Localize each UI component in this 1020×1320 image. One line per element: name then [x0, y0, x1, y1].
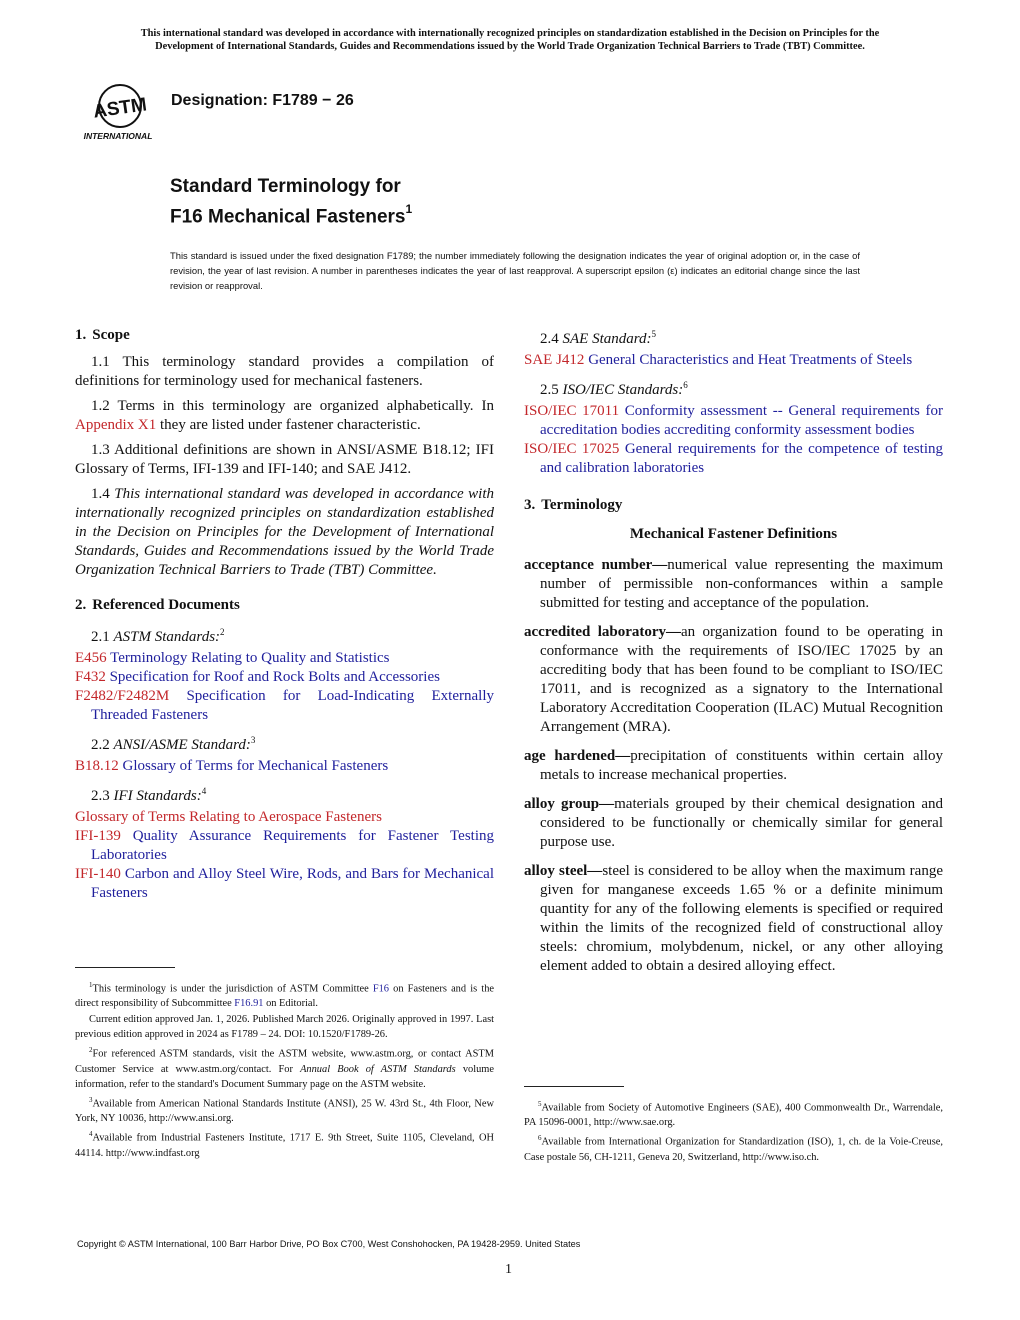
ansi-reference-list	[75, 757, 494, 776]
iso-reference[interactable]	[524, 440, 943, 478]
sae-standard-label: 2.4 SAE Standard:$^5$	[540, 329, 657, 347]
definition-term: age hardened—	[524, 748, 631, 764]
astm-logo	[77, 80, 159, 144]
right-column	[524, 325, 943, 986]
astm-reference[interactable]	[75, 668, 494, 687]
logo-subtext: INTERNATIONAL	[83, 131, 153, 141]
page-number: 1	[505, 1262, 512, 1277]
reference-code[interactable]: ISO/IEC 17011	[524, 403, 620, 419]
footnotes-left	[75, 978, 494, 1162]
section-refdocs-heading: 2. Referenced Documents	[75, 597, 240, 613]
definition-entry	[524, 623, 943, 737]
reference-code[interactable]: IFI-140	[75, 866, 121, 882]
definitions-list	[524, 556, 943, 976]
definition-entry	[524, 795, 943, 852]
reference-code[interactable]: F432	[75, 669, 106, 685]
title-footnote-ref[interactable]: 1	[405, 202, 413, 216]
footnote-4: $^4$Available from Industrial Fasteners Institute, 1717 E. 9th Street, Suite 1105, Cleveland, OH 44114. http://www.indfast.org	[75, 1130, 494, 1159]
header-notice-line2: Development of International Standards, Guides and Recommendations issued by the World Trade Organization Technical Barriers to Trade (TBT) Committee.	[155, 41, 865, 52]
f16-committee-link[interactable]: F16	[372, 983, 389, 995]
sae-reference-list	[524, 351, 943, 370]
section-scope-heading: 1. Scope	[75, 327, 130, 343]
definition-term: alloy group—	[524, 796, 615, 812]
reference-title[interactable]: Terminology Relating to Quality and Statistics	[106, 650, 390, 666]
footnote-6: $^6$Available from International Organization for Standardization (ISO), 1, ch. de la Voie-Creuse, Case postale 56, CH-1211, Geneva 20, Switzerland, http://www.iso.ch.	[524, 1134, 943, 1163]
f16-91-subcommittee-link[interactable]: F16.91	[234, 998, 264, 1010]
section-terminology-heading: 3. Terminology	[524, 497, 623, 513]
sae-reference[interactable]	[524, 351, 943, 370]
reference-code[interactable]: SAE J412	[524, 352, 585, 368]
reference-title[interactable]: Specification for Roof and Rock Bolts and Accessories	[105, 669, 440, 685]
footnote-rule-left	[75, 967, 175, 968]
reference-code[interactable]: ISO/IEC 17025	[524, 441, 620, 457]
ifi-reference[interactable]	[75, 827, 494, 865]
definition-entry	[524, 747, 943, 785]
header-notice	[60, 27, 960, 53]
logo-text: ASTM	[91, 94, 149, 123]
reference-title[interactable]: Conformity assessment -- General requirements for accreditation bodies accrediting conformity assessment bodies	[540, 403, 943, 438]
title-line2-text: F16 Mechanical Fasteners	[170, 206, 406, 228]
footnote-2: $^2$For referenced ASTM standards, visit the ASTM website, www.astm.org, or contact ASTM Customer Service at www.astm.org/contact. For Annual Book of ASTM Standards volume information, refer to the standard's Document Summary page on the ASTM website.	[75, 1046, 494, 1090]
header-notice-line1: This international standard was developed in accordance with internationally recognized principles on standardization established in the Decision on Principles for the	[140, 28, 880, 39]
appendix-x1-link[interactable]: Appendix X1	[75, 417, 157, 433]
ansi-standard-label: 2.2 ANSI/ASME Standard:$^3$	[91, 735, 256, 753]
footnote-3: $^3$Available from American National Standards Institute (ANSI), 25 W. 43rd St., 4th Floor, New York, NY 10036, http://www.ansi.org.	[75, 1095, 494, 1125]
reference-title[interactable]: Specification for Load-Indicating Externally Threaded Fasteners	[91, 688, 494, 723]
footnote-rule-right	[524, 1086, 624, 1087]
left-column	[75, 326, 494, 903]
reference-code[interactable]: B18.12	[75, 758, 119, 774]
copyright-notice: Copyright © ASTM International, 100 Barr Harbor Drive, PO Box C700, West Conshohocken, PA 19428-2959. United States	[77, 1239, 581, 1249]
definition-text: an organization found to be operating in conformance with the requirements of ISO/IEC 17025 by an accrediting body that has been found to be compliant to ISO/IEC 17011, and is recognized as a signatory to the International Laboratory Accreditation Cooperation (ILAC) Mutual Recognition Arrangement (MRA).	[540, 624, 943, 735]
definition-text: precipitation of constituents within certain alloy metals to increase mechanical properties.	[540, 748, 943, 783]
astm-reference-list	[75, 649, 494, 725]
designation: Designation: F1789 − 26	[171, 92, 354, 109]
title-line1: Standard Terminology for	[170, 176, 401, 197]
ifi-standards-label: 2.3 IFI Standards:$^4$	[91, 786, 207, 804]
reference-code[interactable]: IFI-139	[75, 828, 121, 844]
definition-entry	[524, 556, 943, 613]
astm-reference[interactable]	[75, 687, 494, 725]
scope-1-3: 1.3 Additional definitions are shown in ANSI/ASME B18.12; IFI Glossary of Terms, IFI-139 and IFI-140; and SAE J412.	[75, 442, 494, 477]
footnote-5: $^5$Available from Society of Automotive Engineers (SAE), 400 Commonwealth Dr., Warrendale, PA 15096-0001, http://www.sae.org.	[524, 1100, 943, 1129]
scope-1-4: 1.4 This international standard was developed in accordance with internationally recognized principles on standardization established in the Decision on Principles for the Development of International Standards, Guides and Recommendations issued by the World Trade Organization Technical Barriers to Trade (TBT) Committee.	[75, 486, 494, 578]
definitions-subheading: Mechanical Fastener Definitions	[629, 526, 838, 542]
reference-code[interactable]: E456	[75, 650, 107, 666]
definition-text: materials grouped by their chemical designation and considered to be functionally or chemically similar for general purpose use.	[540, 796, 943, 850]
reference-title[interactable]: General requirements for the competence of testing and calibration laboratories	[540, 441, 944, 476]
footnote-1-edition: Current edition approved Jan. 1, 2026. Published March 2026. Originally approved in 1997. Last previous edition approved in 2024 as F1789 – 24. DOI: 10.1520/F1789-26.	[75, 1014, 494, 1041]
reference-title[interactable]: Quality Assurance Requirements for Fastener Testing Laboratories	[91, 828, 494, 863]
document-title	[170, 175, 412, 229]
definition-entry	[524, 862, 943, 976]
footnote-1: $^1$This terminology is under the jurisdiction of ASTM Committee F16 on Fasteners and is the direct responsibility of Subcommittee F16.91 on Editorial.	[75, 981, 494, 1010]
definition-text: numerical value representing the maximum number of permissible non-conformances within a sample submitted for testing and acceptance of the population.	[540, 557, 943, 611]
astm-reference[interactable]	[75, 649, 494, 668]
scope-1-1: 1.1 This terminology standard provides a compilation of definitions for terminology used for mechanical fasteners.	[75, 354, 494, 389]
reference-code[interactable]: F2482/F2482M	[75, 688, 170, 704]
astm-standards-label: 2.1 ASTM Standards:$^2$	[91, 627, 225, 645]
iso-reference-list	[524, 402, 943, 478]
reference-title[interactable]: Carbon and Alloy Steel Wire, Rods, and Bars for Mechanical Fasteners	[91, 866, 494, 901]
iso-reference[interactable]	[524, 402, 943, 440]
definition-term: alloy steel—	[524, 863, 603, 879]
footnotes-right	[524, 1097, 943, 1166]
definition-text: steel is considered to be alloy when the maximum range given for manganese exceeds 1.65 % or a definite minimum quantity for any of the following elements is specified or required within the limits of the recognized field of constructional alloy steels: chromium, molybdenum, nickel, or any other alloying element added to obtain a desired alloying effect.	[540, 863, 943, 974]
scope-1-2: 1.2 Terms in this terminology are organized alphabetically. In Appendix X1 they are listed under fastener characteristic.	[75, 398, 494, 433]
definition-term: acceptance number—	[524, 557, 668, 573]
definition-term: accredited laboratory—	[524, 624, 682, 640]
reference-title[interactable]: General Characteristics and Heat Treatments of Steels	[584, 352, 913, 368]
ifi-reference-list	[75, 827, 494, 903]
title-line2	[170, 199, 412, 229]
ansi-reference[interactable]	[75, 757, 494, 776]
ifi-reference[interactable]	[75, 865, 494, 903]
ifi-glossary-reference[interactable]: Glossary of Terms Relating to Aerospace Fasteners	[75, 809, 382, 825]
reference-title[interactable]: Glossary of Terms for Mechanical Fasteners	[118, 758, 389, 774]
issue-note: This standard is issued under the fixed designation F1789; the number immediately following the designation indicates the year of original adoption or, in the case of revision, the year of last revision. A number in parentheses indicates the year of last reapproval. A superscript epsilon (ε) indicates an editorial change since the last revision or reapproval.	[170, 250, 860, 291]
iso-standards-label: 2.5 ISO/IEC Standards:$^6$	[540, 380, 688, 398]
astm-logo-icon	[77, 80, 159, 144]
